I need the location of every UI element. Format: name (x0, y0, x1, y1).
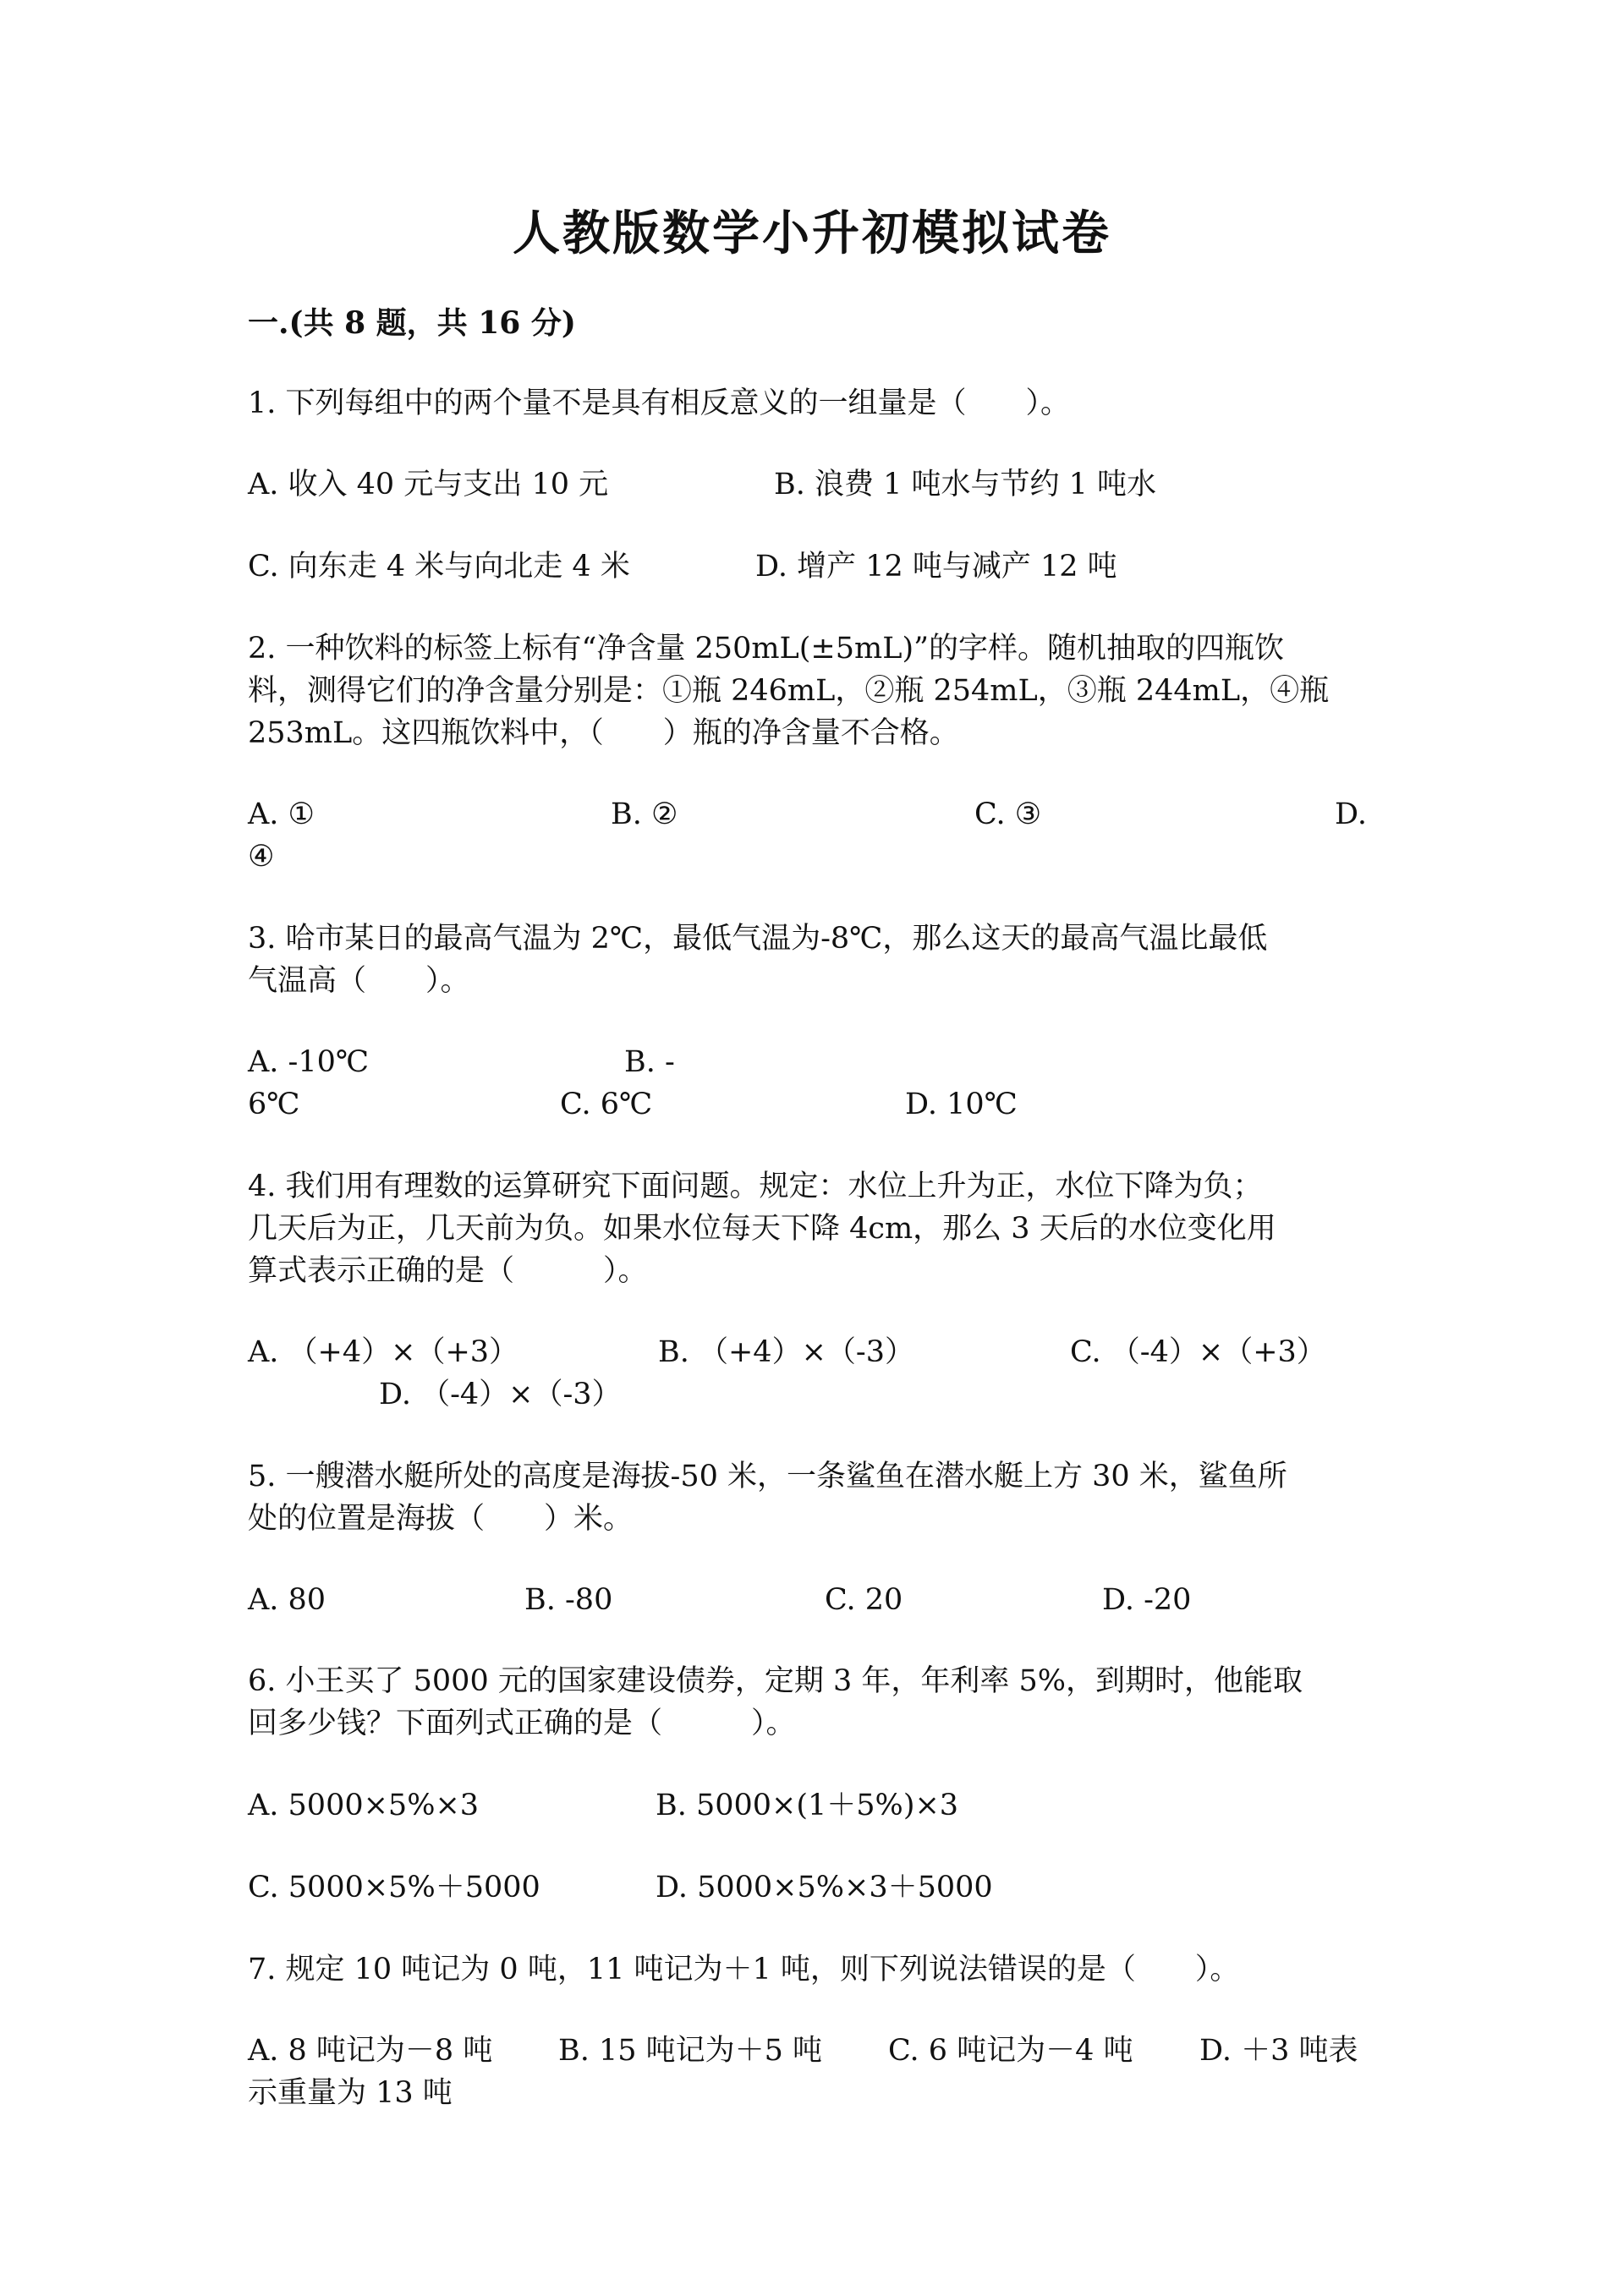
question-6-option-a: A. 5000×5%×3 (248, 1789, 480, 1822)
question-2-option-a: A. ① (248, 797, 315, 831)
question-3-option-a: A. -10℃ (248, 1045, 370, 1079)
question-2-option-c: C. ③ (974, 797, 1042, 831)
question-6-text-line-1: 6. 小王买了 5000 元的国家建设债券，定期 3 年，年利率 5%，到期时，他能取 (248, 1664, 1303, 1698)
question-4-text-line-2: 几天后为正，几天前为负。如果水位每天下降 4cm，那么 3 天后的水位变化用 (248, 1212, 1276, 1246)
question-7-text: 7. 规定 10 吨记为 0 吨，11 吨记为＋1 吨，则下列说法错误的是（ ）。 (248, 1953, 1240, 1986)
question-7-option-d-label: D. ＋3 吨表 (1199, 2034, 1358, 2068)
question-2-option-d-label: D. (1335, 797, 1367, 831)
question-7-option-c: C. 6 吨记为－4 吨 (888, 2034, 1133, 2068)
question-3-option-b-label: B. - (624, 1045, 675, 1079)
question-6-option-d: D. 5000×5%×3＋5000 (656, 1871, 993, 1904)
question-5-text-line-1: 5. 一艘潜水艇所处的高度是海拔-50 米，一条鲨鱼在潜水艇上方 30 米，鲨鱼所 (248, 1460, 1287, 1493)
question-4-option-b: B. （+4）×（-3） (658, 1335, 914, 1369)
question-1-option-c: C. 向东走 4 米与向北走 4 米 (248, 550, 630, 584)
question-2-text-line-3: 253mL。这四瓶饮料中，（ ）瓶的净含量不合格。 (248, 716, 959, 750)
section-heading: 一.(共 8 题，共 16 分) (248, 305, 576, 341)
question-2-option-b: B. ② (611, 797, 678, 831)
question-3-text-line-2: 气温高（ ）。 (248, 964, 470, 998)
question-3-option-d: D. 10℃ (905, 1088, 1018, 1121)
question-4-text-line-3: 算式表示正确的是（ ）。 (248, 1254, 648, 1288)
question-6-option-c: C. 5000×5%＋5000 (248, 1871, 540, 1904)
exam-title: 人教版数学小升初模拟试卷 (513, 205, 1111, 261)
question-5-option-d: D. -20 (1102, 1583, 1192, 1617)
question-3-text-line-1: 3. 哈市某日的最高气温为 2℃，最低气温为-8℃，那么这天的最高气温比最低 (248, 922, 1268, 956)
question-3-option-b-value: 6℃ (248, 1088, 300, 1121)
question-7-option-a: A. 8 吨记为－8 吨 (248, 2034, 493, 2068)
question-5-text-line-2: 处的位置是海拔（ ）米。 (248, 1502, 634, 1536)
question-4-option-a: A. （+4）×（+3） (248, 1335, 519, 1369)
question-1-option-a: A. 收入 40 元与支出 10 元 (248, 468, 609, 501)
question-6-text-line-2: 回多少钱？下面列式正确的是（ ）。 (248, 1707, 796, 1740)
question-2-text-line-1: 2. 一种饮料的标签上标有“净含量 250mL(±5mL)”的字样。随机抽取的四瓶饮 (248, 632, 1285, 666)
question-1-text: 1. 下列每组中的两个量不是具有相反意义的一组量是（ ）。 (248, 386, 1071, 420)
question-6-option-b: B. 5000×(1＋5%)×3 (656, 1789, 959, 1822)
question-2-option-d-value: ④ (248, 840, 275, 874)
question-7-option-d-value: 示重量为 13 吨 (248, 2076, 453, 2110)
question-5-option-a: A. 80 (248, 1583, 326, 1617)
question-2-text-line-2: 料，测得它们的净含量分别是：①瓶 246mL，②瓶 254mL，③瓶 244mL，④瓶 (248, 674, 1330, 708)
question-1-option-d: D. 增产 12 吨与减产 12 吨 (755, 550, 1117, 584)
question-7-option-b: B. 15 吨记为＋5 吨 (558, 2034, 823, 2068)
question-5-option-b: B. -80 (524, 1583, 613, 1617)
question-4-option-d: D. （-4）×（-3） (379, 1378, 622, 1411)
question-4-option-c: C. （-4）×（+3） (1070, 1335, 1326, 1369)
question-5-option-c: C. 20 (825, 1583, 903, 1617)
question-1-option-b: B. 浪费 1 吨水与节约 1 吨水 (774, 468, 1157, 501)
question-3-option-c: C. 6℃ (560, 1088, 653, 1121)
question-4-text-line-1: 4. 我们用有理数的运算研究下面问题。规定：水位上升为正，水位下降为负； (248, 1170, 1263, 1203)
